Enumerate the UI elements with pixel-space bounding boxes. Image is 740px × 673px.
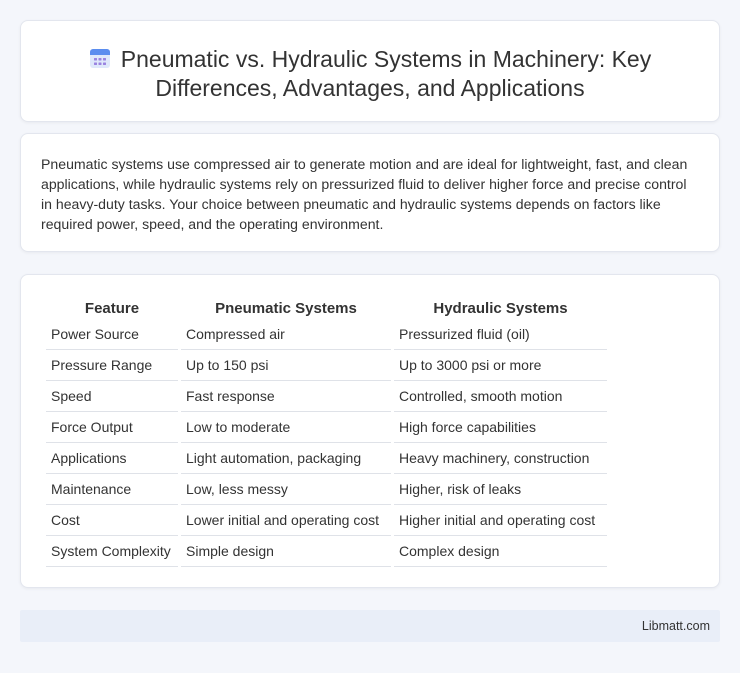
table-row [46,412,607,443]
summary-card [20,133,720,252]
hydraulic-cell: Higher initial and operating cost [394,505,607,536]
hydraulic-cell: Controlled, smooth motion [394,381,607,412]
table-row [46,505,607,536]
header-hydraulic: Hydraulic Systems [433,299,568,317]
pneumatic-cell: Lower initial and operating cost [181,505,391,536]
page-title-wrap [21,45,719,103]
feature-cell: Force Output [46,412,178,443]
feature-cell: Cost [46,505,178,536]
table-row [46,474,607,505]
title-card [20,20,720,122]
pneumatic-cell: Simple design [181,536,391,567]
hydraulic-cell: Heavy machinery, construction [394,443,607,474]
hydraulic-cell: Higher, risk of leaks [394,474,607,505]
pneumatic-cell: Low, less messy [181,474,391,505]
feature-cell: Maintenance [46,474,178,505]
table-row [46,319,607,350]
table-row [46,443,607,474]
feature-cell: Power Source [46,319,178,350]
pneumatic-cell: Up to 150 psi [181,350,391,381]
feature-cell: Speed [46,381,178,412]
pneumatic-cell: Light automation, packaging [181,443,391,474]
footer-bar [20,610,720,642]
calendar-icon [89,47,111,69]
feature-cell: Applications [46,443,178,474]
hydraulic-cell: Pressurized fluid (oil) [394,319,607,350]
pneumatic-cell: Compressed air [181,319,391,350]
hydraulic-cell: Complex design [394,536,607,567]
header-pneumatic: Pneumatic Systems [215,299,357,317]
table-row [46,381,607,412]
hydraulic-cell: Up to 3000 psi or more [394,350,607,381]
pneumatic-cell: Fast response [181,381,391,412]
table-header-row [46,295,607,319]
header-feature: Feature [84,299,140,317]
table-row [46,350,607,381]
hydraulic-cell: High force capabilities [394,412,607,443]
summary-text: Pneumatic systems use compressed air to generate motion and are ideal for lightweight, fast, and clean applications, while hydraulic systems rely on pressurized fluid to deliver higher force and precise control in heavy-duty tasks. Your choice between pneumatic and hydraulic systems depends on factors like required power, speed, and the operating environment. [41,156,688,232]
page-title: Pneumatic vs. Hydraulic Systems in Machinery: Key Differences, Advantages, and Applications [120,46,652,101]
feature-cell: Pressure Range [46,350,178,381]
comparison-table [43,295,610,567]
pneumatic-cell: Low to moderate [181,412,391,443]
footer-brand-link[interactable]: Libmatt.com [641,619,710,633]
comparison-card [20,274,720,588]
table-row [46,536,607,567]
feature-cell: System Complexity [46,536,178,567]
